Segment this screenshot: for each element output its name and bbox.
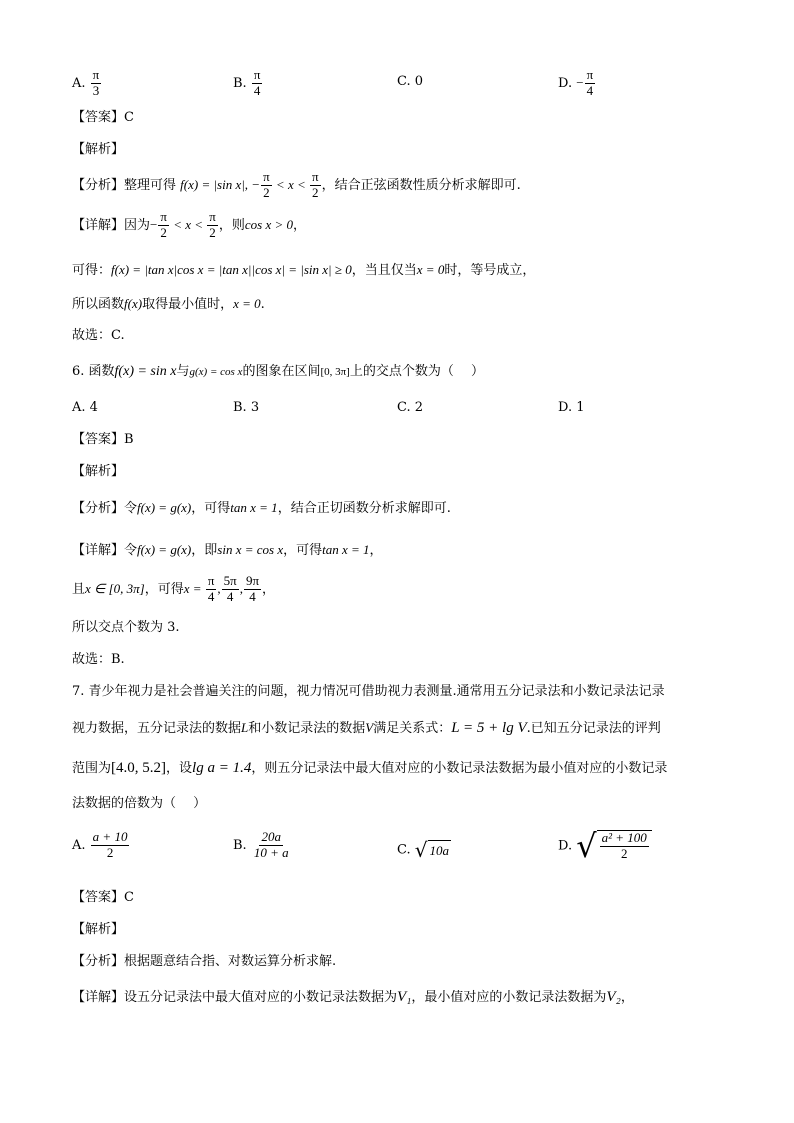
q6-answer: 【答案】B xyxy=(72,432,134,447)
numerator: 9π xyxy=(245,573,260,588)
formula: tan x = 1 xyxy=(322,542,370,557)
xiangjie-text: ，可得 xyxy=(283,543,323,558)
qie-text: ，可得 xyxy=(144,581,184,597)
q5-jiexi-heading: 【解析】 xyxy=(72,142,125,157)
formula: x = xyxy=(183,580,205,596)
q6-suoyi: 所以交点个数为 3. xyxy=(72,620,180,635)
q7-stem-line2 xyxy=(72,719,661,737)
xiangjie-text: ，则 xyxy=(218,217,245,233)
numerator: π xyxy=(586,67,594,82)
option-letter: B. xyxy=(233,75,247,91)
numerator: 20a xyxy=(261,829,281,844)
denominator: 10 + a xyxy=(253,844,289,860)
denominator: 2 xyxy=(620,846,628,861)
formula: [4.0, 5.2] xyxy=(111,760,167,776)
stem-text: 和小数记录法的数据 xyxy=(248,721,366,736)
q6-fenxi xyxy=(72,500,451,517)
numerator: π xyxy=(263,169,270,184)
stem-text: .已知五分记录法的评判 xyxy=(526,721,661,736)
q5-option-b xyxy=(233,68,263,99)
punctuation: ， xyxy=(620,990,634,1005)
radical-sign-icon: √ xyxy=(414,838,428,862)
numerator: π xyxy=(253,67,261,82)
q7-stem-line4: 法数据的倍数为（ ） xyxy=(72,796,207,811)
formula: cos x > 0 xyxy=(244,216,293,232)
fraction xyxy=(158,210,169,241)
denominator: 4 xyxy=(253,82,261,98)
q6-qie: 且x ∈ [0, 3π]，可得x = $\frac{\pi}{4}$ , $\frac{5\pi}{4}$ , $\frac{9\pi}{4}$ ， xyxy=(72,573,276,604)
formula: L = 5 + lg V xyxy=(451,720,527,736)
option-letter: B. xyxy=(233,837,247,853)
formula: x = 0 xyxy=(233,296,261,311)
radicand-wrap xyxy=(597,830,652,862)
fenxi-text: ，可得 xyxy=(191,501,231,516)
numerator: π xyxy=(312,169,319,184)
q6-option-b: B. 3 xyxy=(233,400,260,415)
q7-option-b xyxy=(233,830,292,861)
radical-sign-icon: √ xyxy=(576,827,597,865)
denominator: 4 xyxy=(249,588,256,604)
fraction xyxy=(91,830,130,861)
denominator: 4 xyxy=(226,588,234,604)
xiangjie-text: ，即 xyxy=(191,543,218,558)
stem-text: ，设 xyxy=(166,761,193,776)
numerator: π xyxy=(92,67,100,82)
formula: g(x) = cos x xyxy=(189,366,243,378)
fraction xyxy=(206,574,217,605)
denominator: 2 xyxy=(209,224,216,240)
square-root xyxy=(576,827,652,865)
numerator: π xyxy=(209,209,216,224)
formula: f(x) xyxy=(124,296,143,311)
numerator: π xyxy=(160,209,167,224)
q5-answer: 【答案】C xyxy=(72,110,134,125)
fraction xyxy=(310,170,321,201)
q5-guxuan: 故选：C. xyxy=(72,328,125,343)
denominator: 2 xyxy=(312,184,319,200)
option-letter: A. xyxy=(72,75,86,91)
stem-text: 6. 函数 xyxy=(72,364,115,379)
denominator: 4 xyxy=(207,588,215,604)
stem-text: ，则五分记录法中最大值对应的小数记录法数据为最小值对应的小数记录 xyxy=(251,761,668,776)
qie-text: 且 xyxy=(72,581,86,597)
fenxi-label: 【分析】整理可得 xyxy=(72,177,177,193)
option-letter: D. xyxy=(558,838,573,854)
radicand: 10a xyxy=(428,840,452,860)
formula: f(x) = sin x xyxy=(114,364,177,379)
fenxi-label: 【分析】令 xyxy=(72,501,138,516)
inequality: < x < xyxy=(169,216,207,232)
fraction xyxy=(252,830,291,861)
fraction xyxy=(207,210,218,241)
square-root xyxy=(415,840,451,860)
inequality: < x < xyxy=(272,176,309,192)
q6-option-a: A. 4 xyxy=(72,400,98,415)
q5-fenxi xyxy=(72,170,521,201)
q7-xiangjie xyxy=(72,988,634,1006)
q7-answer: 【答案】C xyxy=(72,890,134,905)
suoyi-text: 取得最小值时， xyxy=(142,297,234,312)
formula: f(x) = |sin x|, − xyxy=(180,176,261,192)
fenxi-text: ，结合正切函数分析求解即可. xyxy=(277,501,451,516)
xiangjie-label: 【详解】令 xyxy=(72,543,138,558)
stem-text: 满足关系式： xyxy=(373,721,452,736)
formula: f(x) = |tan x|cos x = |tan x||cos x| = |sin x| ≥ 0 xyxy=(111,262,352,277)
q6-stem xyxy=(72,364,484,381)
fraction xyxy=(252,68,263,99)
numerator: a² + 100 xyxy=(601,830,647,846)
q6-jiexi-heading: 【解析】 xyxy=(72,464,125,479)
q7-option-a xyxy=(72,830,130,861)
numerator: a + 10 xyxy=(92,829,128,844)
q7-fenxi: 【分析】根据题意结合指、对数运算分析求解. xyxy=(72,954,337,969)
q7-option-d xyxy=(558,827,652,865)
stem-text: 范围为 xyxy=(72,761,112,776)
formula: x ∈ [0, 3π] xyxy=(85,580,145,596)
q5-suoyi xyxy=(72,296,265,313)
fenxi-text: ，结合正弦函数性质分析求解即可. xyxy=(321,177,521,193)
variable: V xyxy=(365,720,374,735)
punctuation: ， xyxy=(292,217,306,233)
denominator: 4 xyxy=(586,82,594,98)
option-letter: D. xyxy=(558,75,573,91)
xiangjie-label: 【详解】因为 xyxy=(72,217,151,233)
q6-guxuan: 故选：B. xyxy=(72,652,125,667)
xiangjie-text: ，最小值对应的小数记录法数据为 xyxy=(411,990,607,1005)
option-letter: C. xyxy=(397,842,411,858)
formula: f(x) = g(x) xyxy=(137,500,192,515)
punctuation: ， xyxy=(369,543,383,558)
q7-option-c xyxy=(397,840,451,860)
q5-kede xyxy=(72,262,535,279)
formula: [0, 3π] xyxy=(320,366,350,378)
denominator: 3 xyxy=(92,82,100,98)
stem-text: 的图象在区间 xyxy=(242,364,321,379)
q6-xiangjie xyxy=(72,542,383,559)
q5-option-c: C. 0 xyxy=(397,74,424,89)
option-letter: A. xyxy=(72,837,86,853)
formula: x = 0 xyxy=(416,262,445,277)
denominator: 2 xyxy=(106,844,114,860)
q7-jiexi-heading: 【解析】 xyxy=(72,922,125,937)
punctuation: . xyxy=(260,297,265,312)
formula: tan x = 1 xyxy=(230,500,278,515)
stem-text: 视力数据，五分记录法的数据 xyxy=(72,721,242,736)
fraction xyxy=(585,68,596,99)
minus-sign: − xyxy=(150,216,158,232)
xiangjie-label: 【详解】设五分记录法中最大值对应的小数记录法数据为 xyxy=(72,990,398,1005)
denominator: 2 xyxy=(160,224,167,240)
stem-text: 与 xyxy=(176,364,190,379)
kede-text: ，当且仅当 xyxy=(351,263,417,278)
q5-option-d xyxy=(558,68,596,99)
q7-stem-line1: 7. 青少年视力是社会普遍关注的问题，视力情况可借助视力表测量.通常用五分记录法和小数记录法记录 xyxy=(72,684,665,699)
kede-label: 可得： xyxy=(72,263,112,278)
q6-option-c: C. 2 xyxy=(397,400,424,415)
suoyi-text: 所以函数 xyxy=(72,297,125,312)
fraction xyxy=(244,574,261,605)
fraction xyxy=(261,170,272,201)
variable: V₁ xyxy=(397,989,412,1005)
formula: sin x = cos x xyxy=(217,542,284,557)
q6-option-d: D. 1 xyxy=(558,400,585,415)
punctuation: ， xyxy=(262,581,276,597)
formula: f(x) = g(x) xyxy=(137,542,192,557)
q5-option-a xyxy=(72,68,102,99)
q7-stem-line3 xyxy=(72,759,667,777)
variable: L xyxy=(241,720,249,735)
fraction xyxy=(222,574,239,605)
stem-text: 上的交点个数为（ ） xyxy=(349,364,484,379)
formula: lg a = 1.4 xyxy=(192,760,252,776)
q5-xiangjie xyxy=(72,210,306,241)
fraction xyxy=(600,831,649,862)
numerator: π xyxy=(207,573,215,588)
kede-text: 时，等号成立， xyxy=(444,263,536,278)
minus-sign: − xyxy=(576,74,584,90)
numerator: 5π xyxy=(223,573,237,588)
denominator: 2 xyxy=(263,184,270,200)
variable: V₂ xyxy=(606,989,621,1005)
fraction xyxy=(91,68,102,99)
